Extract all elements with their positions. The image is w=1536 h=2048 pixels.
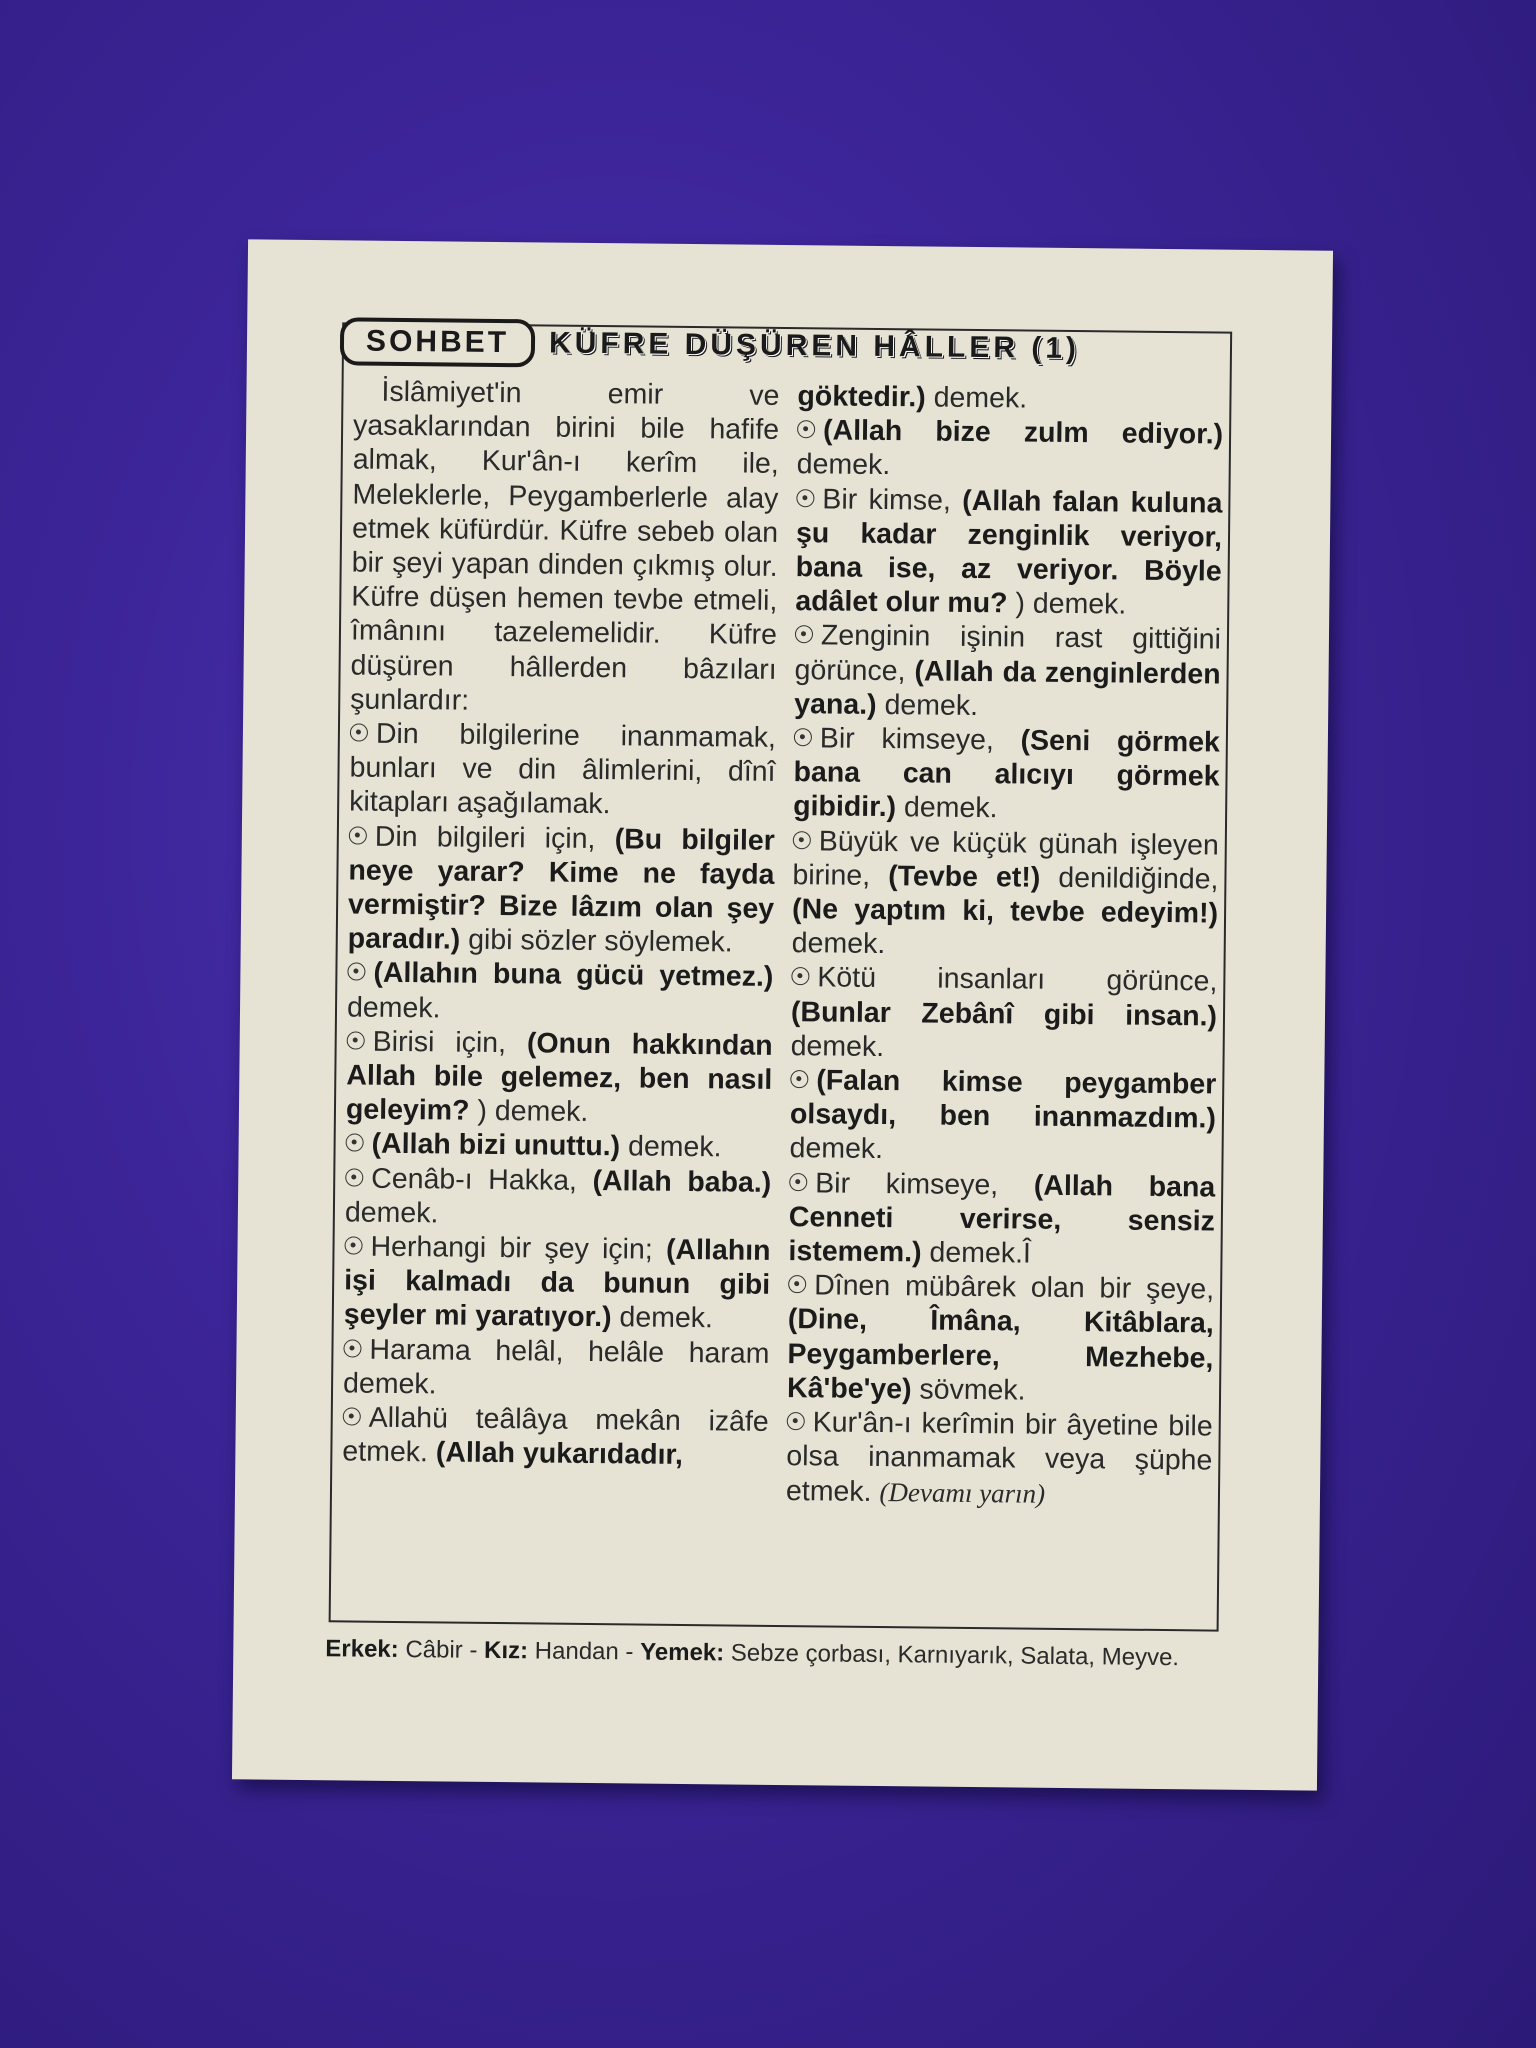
kiz-label: Kız: bbox=[483, 1636, 529, 1665]
left-column-paragraph bbox=[347, 956, 774, 1029]
right-column-paragraph bbox=[795, 482, 1222, 623]
body-text: Din bilgilerine inanmamak, bunları ve din âlimlerini, dînî kitapları aşağılamak. bbox=[349, 717, 777, 821]
left-column-paragraph bbox=[346, 1024, 773, 1131]
circle-bullet-icon bbox=[349, 826, 367, 844]
circle-bullet-icon bbox=[347, 1031, 365, 1049]
erkek-label: Erkek: bbox=[325, 1635, 399, 1664]
bold-quote-text: (Falan kimse peygamber olsaydı, ben inanmazdım.) bbox=[789, 1064, 1217, 1135]
body-text: İslâmiyet'in emir ve yasaklarından birini bile hafife almak, Kur'ân-ı kerîm ile, Meleklerle, Peygamberlerle alay etmek küfürdür. Küfre sebeb olan bir şeyi yapan dinden çıkmış olur. Küfre düşen hemen tevbe etmeli, îmânını tazelemelidir. Küfre düşüren hâllerden bâzıları şunlardır: bbox=[350, 375, 780, 717]
body-text: Bir kimseye, bbox=[815, 1167, 1035, 1202]
bold-quote-text: (Allah falan kuluna şu kadar zenginlik veriyor, bana ise, az veriyor. Böyle adâlet olur mu? bbox=[795, 484, 1223, 620]
circle-bullet-icon bbox=[345, 1168, 363, 1186]
body-text: Allahü teâlâya mekân izâfe etmek. bbox=[342, 1401, 769, 1469]
body-text: demek. bbox=[619, 1130, 722, 1164]
body-text: Zenginin işinin rast gittiğini görünce, bbox=[794, 619, 1222, 687]
bold-quote-text: (Dine, Îmâna, Kitâblara, Peygamberlere, Mezhebe, Kâ'be'ye) bbox=[786, 1303, 1214, 1406]
body-text: Kötü insanları görünce, bbox=[817, 961, 1218, 999]
bold-quote-text: (Bu bilgiler neye yarar? Kime ne fayda vermiştir? Bize lâzım olan şey paradır.) bbox=[347, 822, 775, 956]
body-text: sövmek. bbox=[911, 1373, 1026, 1407]
kiz-value: Handan - bbox=[527, 1637, 641, 1666]
right-column bbox=[786, 379, 1224, 1512]
left-column-paragraph bbox=[348, 819, 775, 960]
body-text: ) demek. bbox=[1015, 587, 1127, 621]
body-text: demek. bbox=[789, 1132, 884, 1166]
left-column-paragraph bbox=[342, 1401, 769, 1474]
body-text: Bir kimse, bbox=[822, 482, 963, 517]
circle-bullet-icon bbox=[788, 1275, 806, 1293]
body-text: demek. bbox=[796, 448, 891, 482]
bold-quote-text: (Allah bize zulm ediyor.) bbox=[822, 414, 1224, 451]
circle-bullet-icon bbox=[343, 1339, 361, 1357]
right-column-paragraph bbox=[797, 413, 1224, 486]
article-frame bbox=[329, 322, 1233, 1631]
yemek-value: Sebze çorbası, Karnıyarık, Salata, Meyve. bbox=[724, 1639, 1180, 1672]
body-text: Büyük ve küçük günah işleyen birine, bbox=[792, 825, 1219, 892]
body-text: demek. bbox=[895, 791, 998, 825]
right-column-paragraph bbox=[792, 824, 1219, 965]
body-text: Din bilgileri için, bbox=[374, 820, 615, 855]
bold-quote-text: (Allah baba.) bbox=[592, 1164, 772, 1199]
bold-quote-text: (Allah bizi unuttu.) bbox=[371, 1128, 621, 1163]
body-text: denildiğinde, bbox=[1040, 861, 1219, 896]
bold-quote-text: (Bunlar Zebânî gibi insan.) bbox=[790, 995, 1218, 1033]
circle-bullet-icon bbox=[350, 723, 368, 741]
circle-bullet-icon bbox=[789, 1173, 807, 1191]
circle-bullet-icon bbox=[347, 963, 365, 981]
bold-quote-text: (Ne yaptım ki, tevbe edeyim!) bbox=[791, 893, 1219, 930]
body-text: Bir kimseye, bbox=[819, 722, 1021, 757]
left-column-paragraph bbox=[350, 374, 780, 720]
body-text: Birisi için, bbox=[372, 1025, 528, 1060]
left-column bbox=[342, 374, 780, 1507]
body-text: demek. bbox=[790, 1029, 885, 1063]
article-headline: KÜFRE DÜŞÜREN HÂLLER (1) bbox=[548, 326, 1081, 366]
body-text: Harama helâl, helâle haram demek. bbox=[342, 1333, 770, 1401]
bold-quote-text: (Allahın buna gücü yetmez.) bbox=[373, 957, 774, 994]
yemek-label: Yemek: bbox=[640, 1638, 725, 1667]
body-text: demek. bbox=[346, 991, 441, 1025]
circle-bullet-icon bbox=[795, 626, 813, 644]
circle-bullet-icon bbox=[791, 968, 809, 986]
article-columns bbox=[342, 374, 1224, 1512]
right-column-paragraph bbox=[789, 1063, 1216, 1170]
body-text: demek.Î bbox=[921, 1236, 1032, 1270]
continued-note: (Devamı yarın) bbox=[879, 1476, 1046, 1509]
circle-bullet-icon bbox=[790, 1070, 808, 1088]
body-text: Cenâb-ı Hakka, bbox=[371, 1162, 593, 1197]
body-text: Herhangi bir şey için; bbox=[370, 1230, 667, 1266]
bold-quote-text: (Allahın işi kalmadı da bunun gibi şeyler mi yaratıyor.) bbox=[343, 1233, 771, 1334]
right-column-paragraph bbox=[797, 379, 1223, 418]
body-text: gibi sözler söylemek. bbox=[460, 923, 733, 959]
left-column-paragraph bbox=[345, 1161, 772, 1234]
left-column-paragraph bbox=[343, 1332, 770, 1405]
circle-bullet-icon bbox=[343, 1408, 361, 1426]
circle-bullet-icon bbox=[787, 1412, 805, 1430]
right-column-paragraph bbox=[787, 1268, 1214, 1409]
bold-quote-text: (Allah yukarıdadır, bbox=[435, 1436, 684, 1472]
body-text: demek. bbox=[876, 688, 979, 722]
circle-bullet-icon bbox=[344, 1237, 362, 1255]
circle-bullet-icon bbox=[797, 420, 815, 438]
left-column-paragraph bbox=[344, 1230, 771, 1337]
body-text: Kur'ân-ı kerîmin bir âyetine bile olsa inanmamak veya şüphe etmek. bbox=[785, 1406, 1213, 1508]
section-tag: SOHBET bbox=[340, 317, 536, 367]
circle-bullet-icon bbox=[793, 831, 811, 849]
right-column-paragraph bbox=[794, 619, 1221, 726]
bold-quote-text: (Tevbe et!) bbox=[888, 859, 1041, 894]
right-column-paragraph bbox=[793, 721, 1220, 828]
bold-quote-text: (Allah bana Cenneti verirse, sensiz istemem.) bbox=[788, 1169, 1216, 1269]
body-text: demek. bbox=[791, 927, 886, 961]
body-text: Dînen mübârek olan bir şeye, bbox=[814, 1269, 1215, 1306]
erkek-value: Câbir - bbox=[398, 1636, 485, 1664]
newspaper-clipping bbox=[232, 239, 1333, 1790]
daily-names-footer bbox=[325, 1635, 1225, 1672]
body-text: ) demek. bbox=[477, 1095, 589, 1129]
bold-quote-text: (Seni görmek bana can alıcıyı görmek gibidir.) bbox=[793, 724, 1221, 824]
right-column-paragraph bbox=[790, 961, 1217, 1068]
right-column-paragraph bbox=[788, 1166, 1215, 1273]
left-column-paragraph bbox=[349, 716, 776, 823]
body-text: demek. bbox=[611, 1301, 714, 1335]
circle-bullet-icon bbox=[346, 1134, 364, 1152]
bold-quote-text: göktedir.) bbox=[797, 380, 926, 414]
article-header bbox=[340, 316, 1238, 375]
bold-quote-text: (Allah da zenginlerden yana.) bbox=[794, 654, 1221, 721]
bold-quote-text: (Onun hakkından Allah bile gelemez, ben nasıl geleyim? bbox=[345, 1027, 773, 1128]
circle-bullet-icon bbox=[796, 489, 814, 507]
body-text: demek. bbox=[344, 1196, 439, 1230]
left-column-paragraph bbox=[345, 1127, 771, 1166]
circle-bullet-icon bbox=[794, 728, 812, 746]
right-column-paragraph bbox=[786, 1405, 1213, 1512]
body-text: demek. bbox=[925, 381, 1028, 415]
